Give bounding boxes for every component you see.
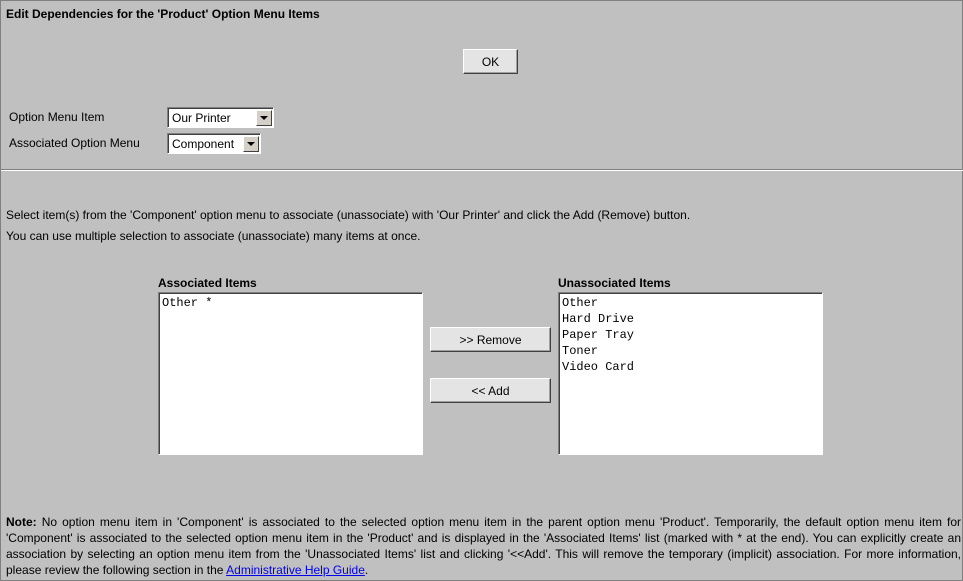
list-item[interactable]: Hard Drive	[562, 312, 635, 326]
add-button[interactable]: << Add	[430, 378, 551, 403]
list-item[interactable]: Other *	[162, 296, 213, 310]
associated-option-menu-label: Associated Option Menu	[9, 136, 140, 150]
option-menu-item-value: Our Printer	[172, 110, 231, 125]
chevron-down-icon[interactable]	[256, 110, 272, 126]
divider	[1, 169, 963, 171]
instruction-line-1: Select item(s) from the 'Component' option menu to associate (unassociate) with 'Our Printer' and click the Add (Remove) button.	[6, 208, 691, 222]
admin-help-guide-link[interactable]: Administrative Help Guide	[226, 563, 365, 577]
note-text	[6, 514, 961, 578]
chevron-down-icon[interactable]	[243, 136, 259, 152]
list-item[interactable]: Toner	[562, 344, 599, 358]
associated-items-heading: Associated Items	[158, 276, 257, 290]
associated-option-menu-select[interactable]	[167, 133, 261, 154]
unassociated-items-list[interactable]	[558, 292, 823, 455]
ok-button[interactable]: OK	[463, 49, 518, 74]
note-label: Note:	[6, 515, 37, 529]
note-end: .	[364, 563, 369, 577]
unassociated-items-heading: Unassociated Items	[558, 276, 671, 290]
page-title: Edit Dependencies for the 'Product' Option Menu Items	[6, 7, 320, 21]
list-item[interactable]: Other	[562, 296, 599, 310]
option-menu-item-select[interactable]	[167, 107, 274, 128]
instruction-line-2: You can use multiple selection to associate (unassociate) many items at once.	[6, 229, 421, 243]
associated-option-menu-value: Component	[172, 136, 235, 151]
option-menu-item-label: Option Menu Item	[9, 110, 105, 124]
list-item[interactable]: Video Card	[562, 360, 635, 374]
note-body: No option menu item in 'Component' is associated to the selected option menu item in the parent option menu 'Product'. Temporarily, the default option menu item for 'Component' is associated to the selected option menu item in the 'Product' and is displayed in the 'Associated Items' list (marked with * at the end). You can explicitly create an association by selecting an option menu item from the 'Unassociated Items' list and clicking '<<Add'. This will remove the temporary (implicit) association. For more information, please review the following section in the	[6, 515, 961, 577]
list-item[interactable]: Paper Tray	[562, 328, 635, 342]
remove-button[interactable]: >> Remove	[430, 327, 551, 352]
associated-items-list[interactable]	[158, 292, 423, 455]
